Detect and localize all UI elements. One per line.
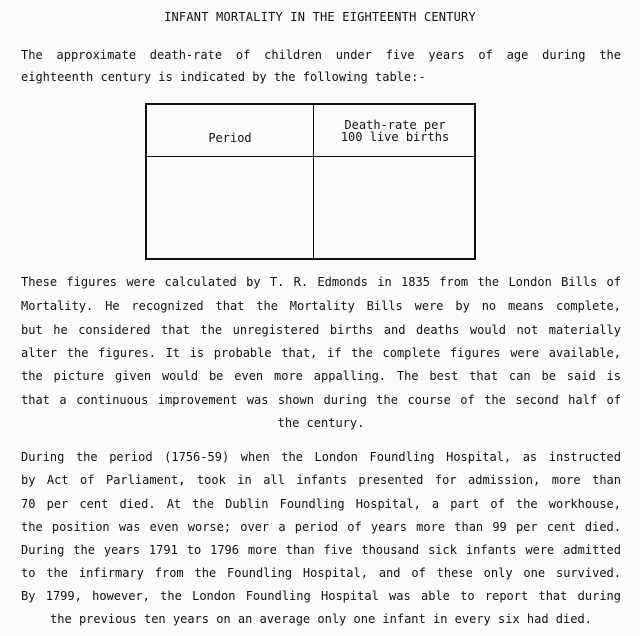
table-header-divider — [147, 156, 474, 157]
table-header-period: Period — [208, 131, 252, 145]
paragraph-line: to the infirmary from the Foundling Hospital, and of these only one survived. — [21, 566, 621, 580]
table-header-death-rate-line1: Death-rate per — [344, 118, 446, 132]
page-title: INFANT MORTALITY IN THE EIGHTEENTH CENTURY — [164, 10, 476, 24]
intro-line: The approximate death-rate of children under five years of age during the — [21, 48, 621, 62]
paragraph-line: 70 per cent died. At the Dublin Foundling Hospital, a part of the workhouse, — [21, 497, 621, 511]
intro-line: eighteenth century is indicated by the following table:- — [21, 70, 426, 84]
paragraph-line: by Act of Parliament, took in all infants presented for admission, more than — [21, 473, 621, 487]
table-header-death-rate — [314, 119, 476, 143]
paragraph-line: Mortality. He recognized that the Mortality Bills were by no means complete, — [21, 299, 621, 313]
paragraph-line: that a continuous improvement was shown during the course of the second half of — [21, 393, 621, 407]
paragraph-line: the position was even worse; over a period of years more than 99 per cent died. — [21, 520, 621, 534]
paragraph-line: By 1799, however, the London Foundling Hospital was able to report that during — [21, 589, 621, 603]
paragraph-line: alter the figures. It is probable that, if the complete figures were available, — [21, 346, 621, 360]
table-header-death-rate-line2: 100 live births — [340, 130, 450, 144]
paragraph-line: the picture given would be even more appalling. The best that can be said is — [21, 369, 621, 383]
paragraph-line: During the period (1756-59) when the London Foundling Hospital, as instructed — [21, 450, 621, 464]
paragraph-line: the previous ten years on an average only one infant in every six had died. — [50, 612, 592, 626]
paragraph-line: the century. — [277, 416, 365, 430]
death-rate-table — [145, 103, 476, 260]
paragraph-line: but he considered that the unregistered births and deaths would not materially — [21, 323, 621, 337]
paragraph-line: These figures were calculated by T. R. Edmonds in 1835 from the London Bills of — [21, 275, 621, 289]
paragraph-line: During the years 1791 to 1796 more than five thousand sick infants were admitted — [21, 543, 621, 557]
